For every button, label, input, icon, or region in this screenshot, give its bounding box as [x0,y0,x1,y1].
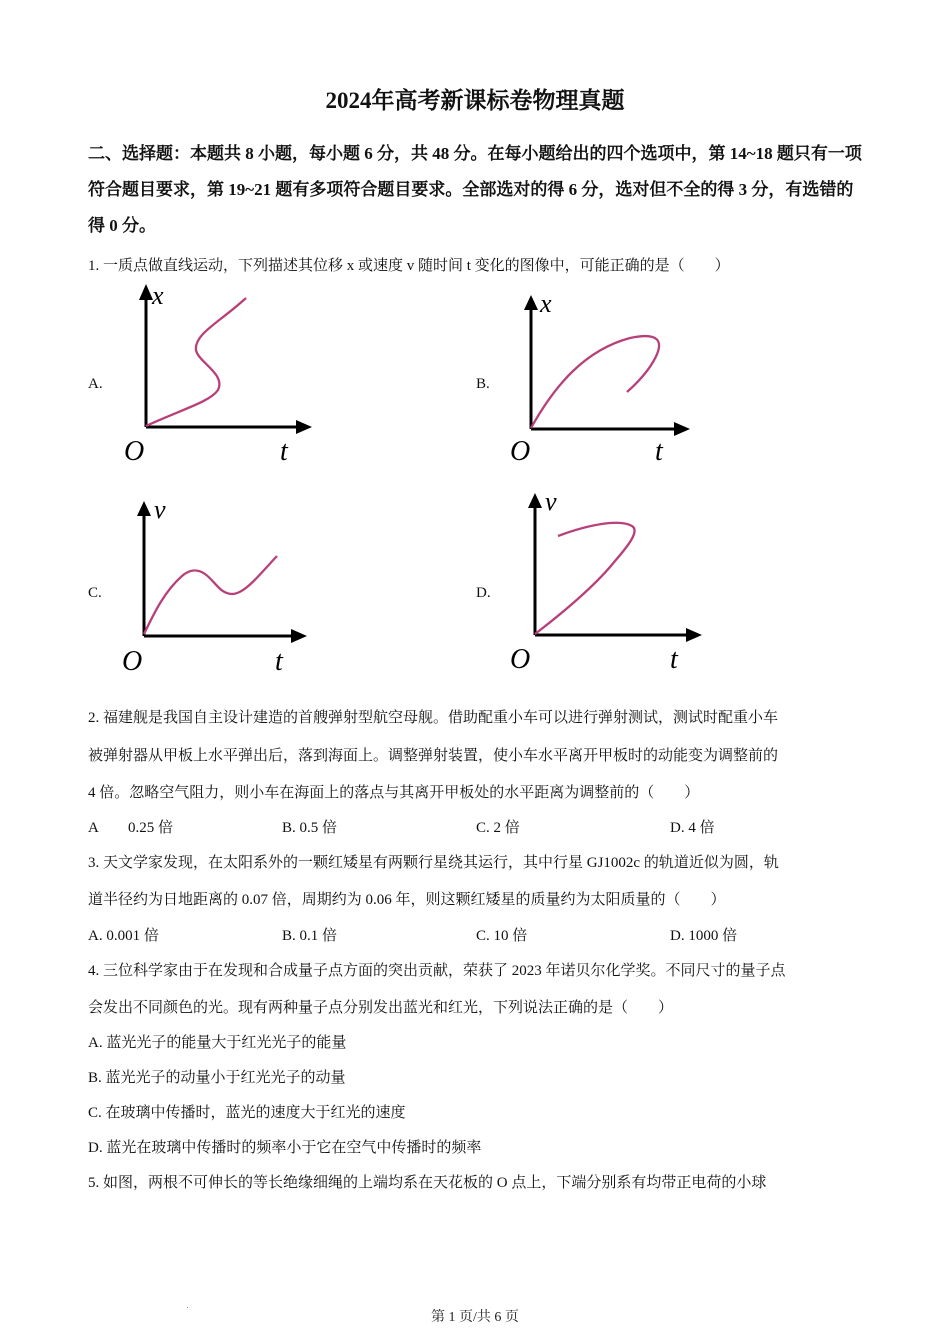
q1-option-a-label: A. [88,376,103,392]
q2-choice-a: A 0.25 倍 [88,820,174,836]
question-3-line-1: 3. 天文学家发现，在太阳系外的一颗红矮星有两颗行星绕其运行，其中行星 GJ1002c 的轨道近似为圆，轨 [88,855,779,871]
axis-label-t: t [655,436,663,467]
q2-choice-d: D. 4 倍 [670,820,715,836]
axis-label-v: v [154,496,166,524]
q1-option-b-label: B. [476,376,490,392]
q2-choice-c: C. 2 倍 [476,820,520,836]
q3-choice-a: A. 0.001 倍 [88,928,159,944]
origin-label: O [510,644,531,675]
question-2-line-3: 4 倍。忽略空气阻力，则小车在海面上的落点与其离开甲板处的水平距离为调整前的（ ） [88,785,700,801]
q3-choice-b: B. 0.1 倍 [282,928,338,944]
q4-choice-b: B. 蓝光光子的动量小于红光光子的动量 [88,1070,346,1086]
origin-label: O [510,436,531,467]
axis-label-v: v [545,487,557,516]
q3-choice-c: C. 10 倍 [476,928,528,944]
q1-option-c-graph [110,496,320,681]
q1-option-d-graph [500,486,710,676]
question-4-line-2: 会发出不同颜色的光。现有两种量子点分别发出蓝光和红光，下列说法正确的是（ ） [88,1000,674,1016]
question-1-stem: 1. 一质点做直线运动，下列描述其位移 x 或速度 v 随时间 t 变化的图像中，可能正确的是（ ） [88,258,730,274]
axis-label-x: x [152,282,164,310]
axis-label-t: t [275,646,283,677]
q1-option-d-label: D. [476,585,491,601]
q4-choice-a: A. 蓝光光子的能量大于红光光子的能量 [88,1035,347,1051]
axis-label-t: t [280,436,288,467]
page-footer: 第 1 页/共 6 页 [431,1310,519,1325]
question-4-line-1: 4. 三位科学家由于在发现和合成量子点方面的突出贡献，荣获了 2023 年诺贝尔化学奖。不同尺寸的量子点 [88,963,786,979]
q1-option-b-graph [500,290,700,470]
axis-label-x: x [540,290,552,318]
q1-option-a-graph [110,282,330,472]
question-2-line-1: 2. 福建舰是我国自主设计建造的首艘弹射型航空母舰。借助配重小车可以进行弹射测试，测试时配重小车 [88,710,779,726]
q1-option-c-label: C. [88,585,102,601]
q2-choice-b: B. 0.5 倍 [282,820,338,836]
q4-choice-d: D. 蓝光在玻璃中传播时的频率小于它在空气中传播时的频率 [88,1140,482,1156]
origin-label: O [124,436,145,467]
q3-choice-d: D. 1000 倍 [670,928,738,944]
question-2-line-2: 被弹射器从甲板上水平弹出后，落到海面上。调整弹射装置，使小车水平离开甲板时的动能变为调整前的 [88,748,779,764]
axis-label-t: t [670,644,678,675]
q4-choice-c: C. 在玻璃中传播时，蓝光的速度大于红光的速度 [88,1105,406,1121]
question-3-line-2: 道半径约为日地距离的 0.07 倍，周期约为 0.06 年，则这颗红矮星的质量约为太阳质量的（ ） [88,892,726,908]
question-5-line-1: 5. 如图，两根不可伸长的等长绝缘细绳的上端均系在天花板的 O 点上，下端分别系有均带正电荷的小球 [88,1175,767,1191]
page-title: 2024年高考新课标卷物理真题 [325,88,625,113]
origin-label: O [122,646,143,677]
section-instructions: 二、选择题：本题共 8 小题，每小题 6 分，共 48 分。在每小题给出的四个选项中，第 14~18 题只有一项符合题目要求，第 19~21 题有多项符合题目要求。全部选对的得 6 分，选对但不全的得 3 分，有选错的得 0 分。 [88,144,862,235]
